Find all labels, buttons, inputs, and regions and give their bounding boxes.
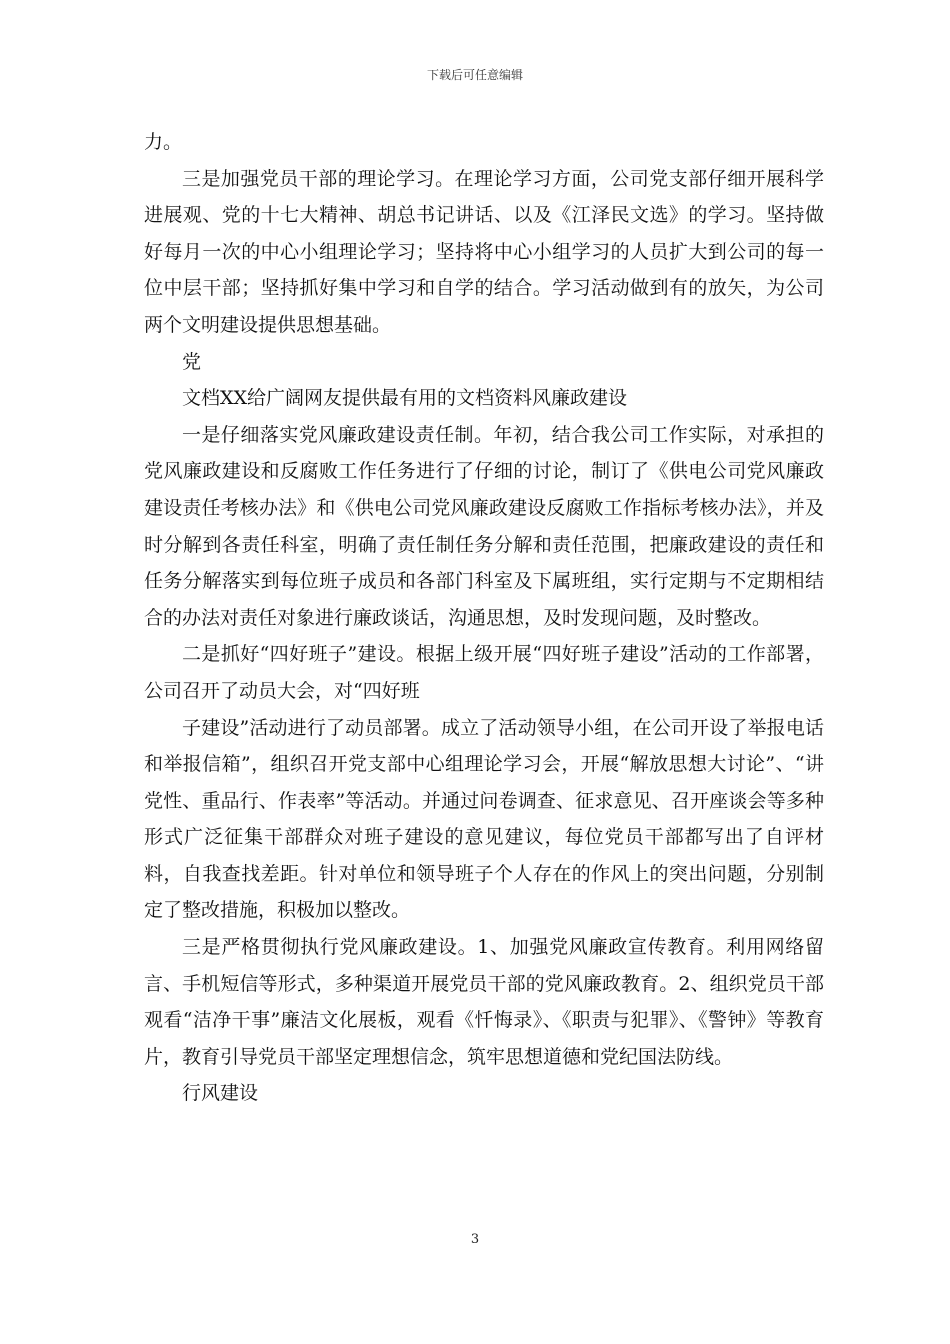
paragraph-3: 党 bbox=[182, 350, 202, 373]
document-body bbox=[144, 124, 824, 1112]
page-number: 3 bbox=[470, 1232, 480, 1247]
paragraph-4: 文档XX给广阔网友提供最有用的文档资料风廉政建设 bbox=[182, 387, 628, 410]
paragraph-8: 三是严格贯彻执行党风廉政建设。1、加强党风廉政宣传教育。利用网络留言、手机短信等形式，多种渠道开展党员干部的党风廉政教育。2、组织党员干部观看“洁净干事”廉洁文化展板，观看《忏悔录》、《职责与犯罪》、《警钟》等教育片，教育引导党员干部坚定理想信念，筑牢思想道德和党纪国法防线。 bbox=[144, 936, 824, 1068]
paragraph-6: 二是抓好“四好班子”建设。根据上级开展“四好班子建设”活动的工作部署，公司召开了动员大会，对“四好班 bbox=[144, 643, 824, 702]
paragraph-1: 力。 bbox=[144, 131, 183, 153]
paragraph-2: 三是加强党员干部的理论学习。在理论学习方面，公司党支部仔细开展科学进展观、党的十七大精神、胡总书记讲话、以及《江泽民文选》的学习。坚持做好每月一次的中心小组理论学习；坚持将中心小组学习的人员扩大到公司的每一位中层干部；坚持抓好集中学习和自学的结合。学习活动做到有的放矢，为公司两个文明建设提供思想基础。 bbox=[144, 167, 824, 336]
paragraph-9: 行风建设 bbox=[182, 1082, 259, 1105]
paragraph-7: 子建设”活动进行了动员部署。成立了活动领导小组，在公司开设了举报电话和举报信箱”，组织召开党支部中心组理论学习会，开展“解放思想大讨论”、“讲党性、重品行、作表率”等活动。并通过问卷调查、征求意见、召开座谈会等多种形式广泛征集干部群众对班子建设的意见建议，每位党员干部都写出了自评材料，自我查找差距。针对单位和领导班子个人存在的作风上的突出问题，分别制定了整改措施，积极加以整改。 bbox=[144, 716, 824, 922]
page-header: 下载后可任意编辑 bbox=[426, 68, 523, 82]
paragraph-5: 一是仔细落实党风廉政建设责任制。年初，结合我公司工作实际，对承担的党风廉政建设和反腐败工作任务进行了仔细的讨论，制订了《供电公司党风廉政建设责任考核办法》和《供电公司党风廉政建设反腐败工作指标考核办法》，并及时分解到各责任科室，明确了责任制任务分解和责任范围，把廉政建设的责任和任务分解落实到每位班子成员和各部门科室及下属班组，实行定期与不定期相结合的办法对责任对象进行廉政谈话，沟通思想，及时发现问题，及时整改。 bbox=[144, 423, 824, 629]
